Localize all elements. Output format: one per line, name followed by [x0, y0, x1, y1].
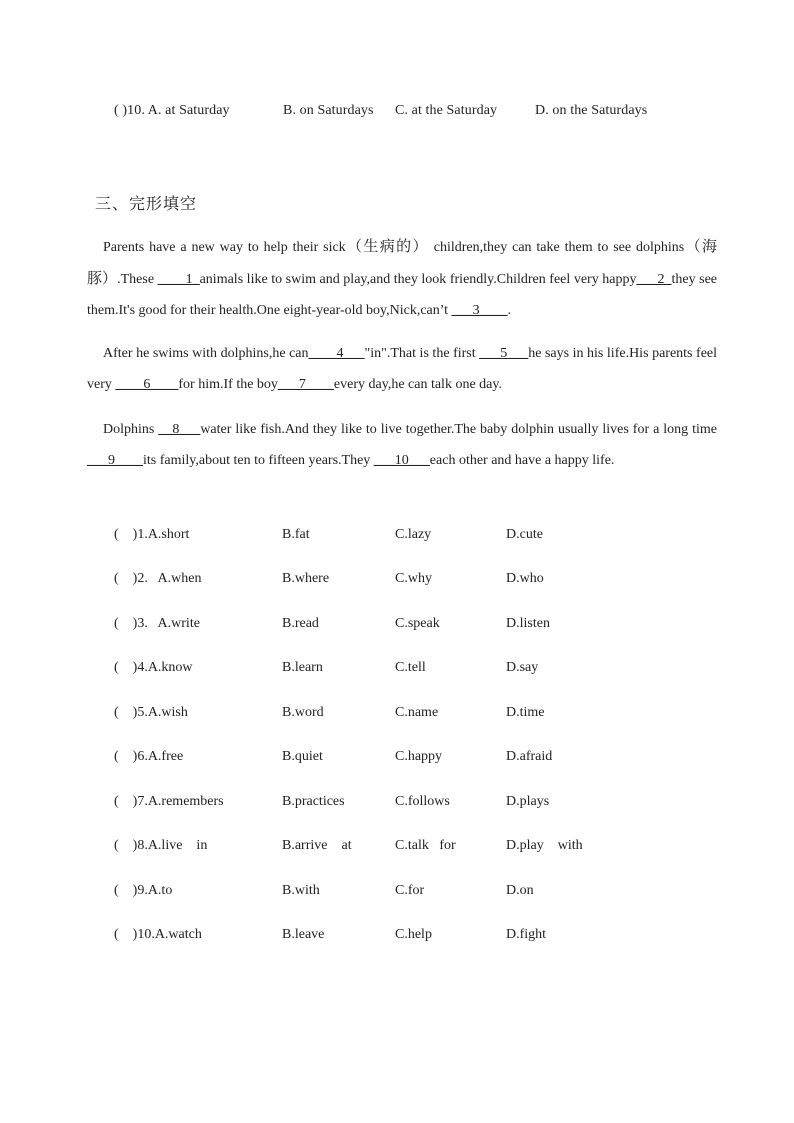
blank-8[interactable]: __8___ — [158, 422, 201, 437]
options-row-6 — [114, 749, 714, 769]
option-c[interactable]: C.help — [395, 927, 432, 942]
option-b[interactable]: B.practices — [282, 794, 345, 809]
blank-4[interactable]: ____4___ — [308, 346, 365, 361]
option-d[interactable]: D.afraid — [506, 749, 553, 764]
option-stem[interactable]: ( )9.A.to — [114, 883, 173, 898]
blank-10[interactable]: ___10___ — [373, 453, 430, 468]
option-d[interactable]: D.plays — [506, 794, 550, 809]
option-stem[interactable]: ( )3. A.write — [114, 616, 200, 631]
q10-option-b: B. on Saturdays — [283, 103, 374, 118]
option-b[interactable]: B.leave — [282, 927, 325, 942]
option-c[interactable]: C.for — [395, 883, 425, 898]
blank-7[interactable]: ___7____ — [277, 377, 334, 392]
option-c[interactable]: C.speak — [395, 616, 440, 631]
blank-5[interactable]: ___5___ — [479, 346, 529, 361]
option-b[interactable]: B.where — [282, 571, 330, 586]
option-d[interactable]: D.fight — [506, 927, 547, 942]
option-b[interactable]: B.word — [282, 705, 324, 720]
options-row-3 — [114, 616, 714, 636]
passage-paragraph-3: Dolphins __8___water like fish.And they like to live together.The baby dolphin usually lives for a long time ___9____its family,about ten to fifteen years.They ___10___each other and have a happy life. — [87, 422, 717, 468]
option-c[interactable]: C.name — [395, 705, 439, 720]
options-row-1 — [114, 527, 714, 547]
q10-option-c: C. at the Saturday — [395, 103, 498, 118]
option-stem[interactable]: ( )2. A.when — [114, 571, 202, 586]
option-c[interactable]: C.why — [395, 571, 432, 586]
option-d[interactable]: D.on — [506, 883, 534, 898]
blank-9[interactable]: ___9____ — [87, 453, 143, 468]
blank-3[interactable]: ___3____ — [451, 303, 508, 318]
option-c[interactable]: C.tell — [395, 660, 426, 675]
option-b[interactable]: B.quiet — [282, 749, 323, 764]
blank-1[interactable]: ____1_ — [157, 272, 200, 287]
option-c[interactable]: C.follows — [395, 794, 450, 809]
option-d[interactable]: D.time — [506, 705, 545, 720]
passage-paragraph-2: After he swims with dolphins,he can____4___"in".That is the first ___5___he says in his life.His parents feel very ____6____for him.If the boy___7____every day,he can talk one day. — [87, 346, 718, 392]
blank-6[interactable]: ____6____ — [115, 377, 179, 392]
option-stem[interactable]: ( )8.A.live in — [114, 838, 208, 853]
option-stem[interactable]: ( )1.A.short — [114, 527, 190, 542]
options-row-2 — [114, 571, 714, 591]
section-title: 三、完形填空 — [95, 194, 198, 213]
options-row-7 — [114, 794, 714, 814]
option-c[interactable]: C.lazy — [395, 527, 432, 542]
options-row-9 — [114, 883, 714, 903]
option-b[interactable]: B.with — [282, 883, 320, 898]
option-b[interactable]: B.fat — [282, 527, 310, 542]
options-row-4 — [114, 660, 714, 680]
option-c[interactable]: C.happy — [395, 749, 443, 764]
option-d[interactable]: D.play with — [506, 838, 583, 853]
option-d[interactable]: D.listen — [506, 616, 550, 631]
option-stem[interactable]: ( )5.A.wish — [114, 705, 188, 720]
options-row-10 — [114, 927, 714, 947]
option-b[interactable]: B.arrive at — [282, 838, 352, 853]
option-b[interactable]: B.learn — [282, 660, 323, 675]
option-d[interactable]: D.cute — [506, 527, 543, 542]
option-stem[interactable]: ( )10.A.watch — [114, 927, 202, 942]
options-row-8 — [114, 838, 714, 858]
option-stem[interactable]: ( )7.A.remembers — [114, 794, 224, 809]
option-b[interactable]: B.read — [282, 616, 319, 631]
option-d[interactable]: D.say — [506, 660, 539, 675]
options-row-5 — [114, 705, 714, 725]
option-c[interactable]: C.talk for — [395, 838, 456, 853]
option-stem[interactable]: ( )4.A.know — [114, 660, 193, 675]
q10-stem: ( )10. A. at Saturday — [114, 103, 230, 118]
q10-option-d: D. on the Saturdays — [535, 103, 648, 118]
option-d[interactable]: D.who — [506, 571, 544, 586]
blank-2[interactable]: ___2_ — [636, 272, 672, 287]
option-stem[interactable]: ( )6.A.free — [114, 749, 184, 764]
passage-paragraph-1: Parents have a new way to help their sick（生病的） children,they can take them to see dolphins（海豚）.These ____1_animals like to swim and play,and they look friendly.Children feel very happy___2_they see them.It's good for their health.One eight-year-old boy,Nick,can’t ___3____. — [87, 237, 717, 318]
